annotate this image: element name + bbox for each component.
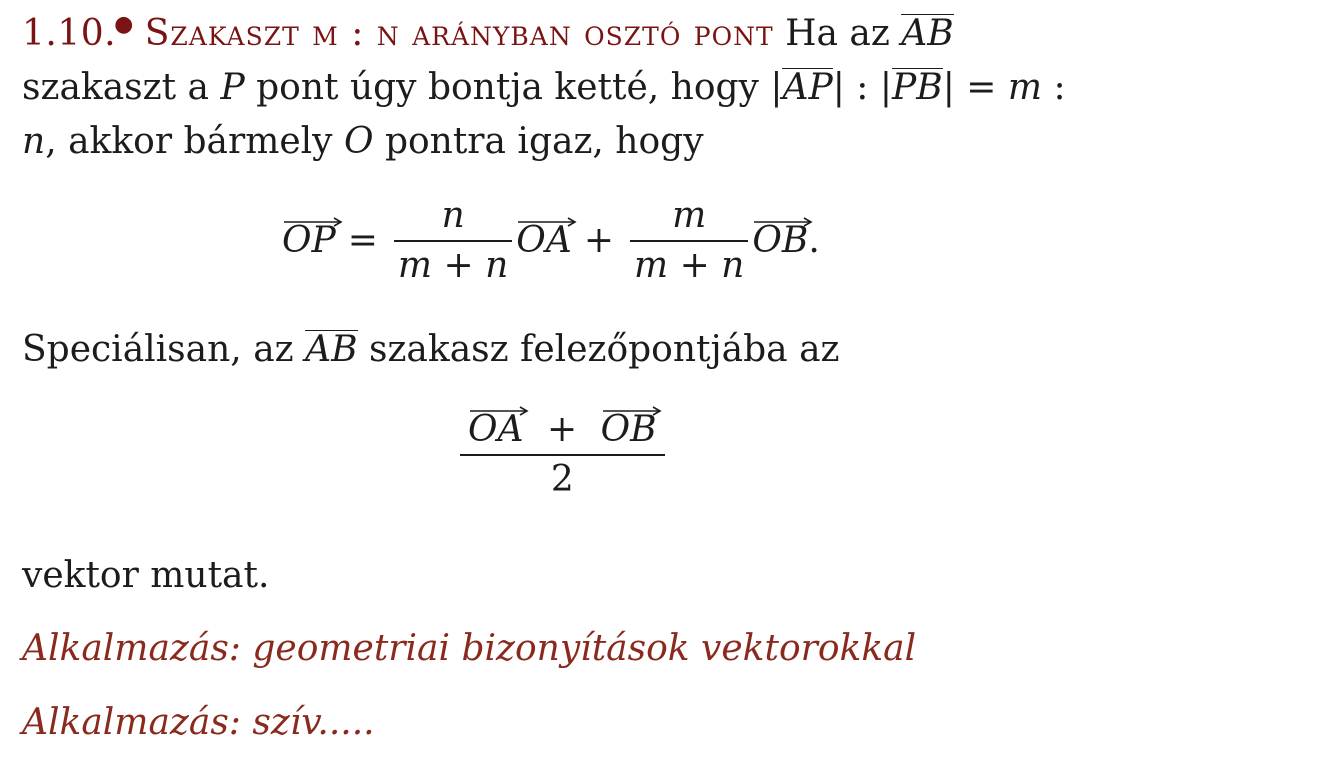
application-note-1: Alkalmazás: geometriai bizonyítások vektorokkal	[22, 628, 917, 669]
midpoint-formula	[456, 410, 669, 500]
paragraph3-text: vektor mutat.	[22, 555, 270, 596]
vector-oa-2-label: OA	[468, 409, 524, 450]
paragraph1-line3	[22, 120, 704, 164]
plus-sign-2: +	[546, 409, 578, 450]
section-title: Szakaszt m : n arányban osztó pont	[144, 13, 774, 54]
segment-ap: AP	[782, 67, 833, 108]
plus-sign: +	[583, 220, 614, 262]
midpoint-bar	[460, 454, 665, 456]
paragraph1-line2: szakaszt a P pont úgy bontja ketté, hogy |AP| : |PB| = m :	[22, 67, 1066, 108]
ratio-n: n	[22, 121, 46, 162]
section-number: 1.10.	[22, 13, 117, 54]
point-p: P	[220, 67, 245, 108]
vector-arrow-icon	[470, 406, 530, 416]
bullet-dot-icon: ●	[114, 12, 134, 37]
fraction-m-over-sum	[630, 196, 748, 286]
point-o: O	[343, 121, 374, 162]
section-heading-line	[22, 12, 954, 61]
vector-oa-label: OA	[516, 219, 572, 261]
vector-oa	[516, 219, 572, 261]
segment-ab: AB	[901, 13, 954, 54]
line3-end: pontra igaz, hogy	[384, 121, 704, 162]
vector-op	[282, 219, 336, 261]
line2-prefix: szakaszt a	[22, 67, 209, 108]
intro-text: Ha az	[785, 13, 890, 54]
equals-sign: =	[347, 220, 378, 262]
paragraph2	[22, 328, 840, 372]
segment-pb: PB	[892, 67, 943, 108]
vector-op-label: OP	[282, 219, 336, 261]
vector-ob-2-label: OB	[600, 409, 657, 450]
paragraph2-suffix: szakasz felezőpontjába az	[368, 329, 840, 370]
fraction1-denominator: m + n	[397, 244, 509, 286]
application-note-2: Alkalmazás: szív.....	[22, 702, 375, 743]
paragraph2-prefix: Speciálisan, az	[22, 329, 294, 370]
fraction1-numerator: n	[441, 195, 465, 236]
division-formula	[282, 196, 820, 286]
fraction-n-over-sum	[394, 196, 512, 286]
midpoint-denominator: 2	[550, 458, 574, 500]
line3-middle: , akkor bármely	[45, 121, 333, 162]
vector-arrow-icon	[603, 406, 663, 416]
vector-arrow-icon	[754, 217, 814, 227]
fraction2-denominator: m + n	[633, 244, 745, 286]
fraction2-numerator: m	[672, 195, 707, 236]
line2-middle: pont úgy bontja ketté, hogy	[256, 67, 759, 108]
ratio-m: m	[1007, 67, 1043, 108]
midpoint-numerator	[460, 410, 665, 450]
vector-arrow-icon	[518, 217, 578, 227]
vector-oa-2	[468, 409, 524, 450]
vector-arrow-icon	[284, 217, 344, 227]
segment-ab-2: AB	[305, 329, 358, 370]
vector-ob-2	[600, 409, 657, 450]
midpoint-fraction	[460, 410, 665, 500]
fraction2-bar	[630, 240, 748, 242]
fraction1-bar	[394, 240, 512, 242]
paragraph3	[22, 554, 269, 598]
formula-period: .	[808, 220, 820, 262]
vector-ob	[752, 219, 809, 261]
vector-ob-label: OB	[752, 219, 809, 261]
